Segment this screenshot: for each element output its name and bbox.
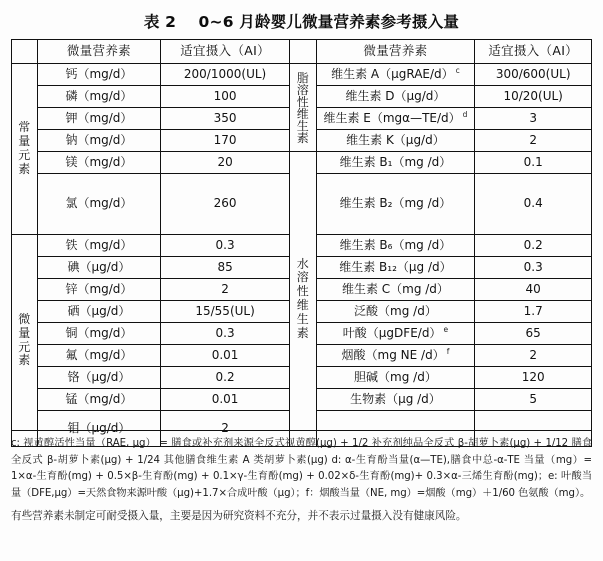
nutrient-value-right: 3 — [475, 108, 592, 130]
nutrient-name-right: 烟酸（mg NE /d） $^f$ — [316, 345, 475, 367]
nutrient-name-left: 磷（mg/d） — [38, 86, 161, 108]
nutrient-name-right: 生物素（μg /d） — [316, 389, 475, 411]
table-body — [12, 64, 592, 447]
nutrient-name-right: 维生素 D（μg/d） — [316, 86, 475, 108]
table-row — [12, 152, 592, 174]
nutrient-name-left: 钾（mg/d） — [38, 108, 161, 130]
nutrient-name-right: 维生素 C（mg /d） — [316, 279, 475, 301]
group-label-right-0 — [290, 64, 316, 152]
group-label-char: 元 — [18, 148, 31, 162]
nutrient-name-right: 维生素 B₁₂（μg /d） — [316, 257, 475, 279]
header-row — [12, 40, 592, 64]
nutrient-value-left: 200/1000(UL) — [160, 64, 290, 86]
group-label-char: 溶 — [296, 82, 310, 97]
nutrient-name-left: 铜（mg/d） — [38, 323, 161, 345]
nutrient-value-left: 20 — [160, 152, 290, 174]
nutrient-value-left: 170 — [160, 130, 290, 152]
group-label-char: 脂 — [296, 70, 310, 85]
group-label-char: 微 — [18, 311, 31, 326]
group-label-char: 量 — [18, 325, 31, 340]
group-label-char: 量 — [18, 134, 31, 149]
footnotes-section — [11, 430, 592, 527]
nutrient-value-left: 260 — [160, 174, 290, 235]
nutrient-value-left: 15/55(UL) — [160, 301, 290, 323]
nutrient-value-left: 85 — [160, 257, 290, 279]
nutrient-name-right: 维生素 A（μgRAE/d） $^c$ — [316, 64, 475, 86]
group-label-right-1 — [290, 152, 316, 447]
nutrient-value-left: 0.3 — [160, 323, 290, 345]
nutrient-value-right: 10/20(UL) — [475, 86, 592, 108]
nutrient-name-right: 泛酸（mg /d） — [316, 301, 475, 323]
nutrient-value-left: 100 — [160, 86, 290, 108]
nutrient-value-right: 0.1 — [475, 152, 592, 174]
group-label-char: 素 — [296, 325, 310, 340]
group-label-char: 溶 — [296, 270, 310, 285]
footnotes-body — [11, 430, 592, 525]
nutrient-value-left: 0.2 — [160, 367, 290, 389]
nutrient-value-right: 0.3 — [475, 257, 592, 279]
nutrient-value-right: 2 — [475, 130, 592, 152]
nutrient-name-left: 铁（mg/d） — [38, 235, 161, 257]
nutrient-table-container — [11, 39, 592, 447]
nutrient-name-left: 硒（μg/d） — [38, 301, 161, 323]
nutrient-name-left: 锰（mg/d） — [38, 389, 161, 411]
nutrient-name-left: 氯（mg/d） — [38, 174, 161, 235]
footnote-definitions: c: 视黄醇活性当量（RAE, μg） = 膳食或补充剂来源全反式视黄醇(μg) + 1/2 补充剂纯品全反式 β-胡萝卜素(μg) + 1/12 膳食全反式 β-胡萝卜素(μg) + 1/24 其他膳食维生素 A 类胡萝卜素(μg) d: α-生育酚当量(α—TE),膳食中总-α-TE 当量（mg）= 1×α-生育酚(mg) + 0.5×β-生育酚(mg) + 0.1×γ-生育酚(mg) + 0.02×δ-生育酚(mg)+ 0.3×α-三烯生育酚(mg)；e: 叶酸当量（DFE,μg）=天然食物来源叶酸（μg)+1.7×合成叶酸（μg）；f：烟酸当量（NE, mg）=烟酸（mg）＋1/60 色氨酸（mg）。 — [11, 438, 592, 499]
group-label-char: 元 — [18, 339, 31, 354]
nutrient-value-left: 0.01 — [160, 345, 290, 367]
nutrient-name-right: 维生素 B₆（mg /d） — [316, 235, 475, 257]
group-label-char: 常 — [18, 120, 31, 135]
footnote-marker: d — [462, 110, 468, 120]
nutrient-value-right: 1.7 — [475, 301, 592, 323]
nutrient-value-right: 0.4 — [475, 174, 592, 235]
nutrient-value-left: 2 — [160, 411, 290, 447]
group-label-char: 生 — [296, 118, 310, 133]
nutrient-name-left: 氟（mg/d） — [38, 345, 161, 367]
header-col-nutrient-left: 微量营养素 — [38, 40, 161, 64]
nutrient-value-right: 0.2 — [475, 235, 592, 257]
footnote-marker: c — [455, 66, 460, 76]
nutrient-name-right: 维生素 K（μg/d） — [316, 130, 475, 152]
group-label-left-1 — [12, 235, 38, 447]
footnote-marker: f — [446, 347, 450, 357]
nutrient-name-right: 叶酸（μgDFE/d） $^e$ — [316, 323, 475, 345]
nutrient-value-right: 40 — [475, 279, 592, 301]
header-col-nutrient-right: 微量营养素 — [316, 40, 475, 64]
group-label-char: 性 — [296, 284, 310, 299]
page-title: 表 2 0~6 月龄婴儿微量营养素参考摄入量 — [143, 13, 460, 31]
group-label-char: 性 — [296, 94, 310, 109]
nutrient-name-left: 钙（mg/d） — [38, 64, 161, 86]
nutrient-value-left: 2 — [160, 279, 290, 301]
nutrient-name-right: 维生素 E（mgα—TE/d） $^d$ — [316, 108, 475, 130]
nutrient-name-left: 钠（mg/d） — [38, 130, 161, 152]
header-left-group-blank — [12, 40, 38, 64]
nutrient-reference-intake-table — [11, 39, 592, 447]
group-label-char: 维 — [296, 106, 310, 121]
nutrient-name-left: 碘（μg/d） — [38, 257, 161, 279]
group-label-char: 维 — [296, 298, 310, 312]
table-head — [12, 40, 592, 64]
group-label-char: 素 — [296, 130, 310, 145]
footnote-ul-disclaimer: 有些营养素未制定可耐受摄入量，主要是因为研究资料不充分，并不表示过量摄入没有健康风险。 — [11, 510, 467, 523]
group-label-char: 水 — [296, 256, 310, 271]
nutrient-name-left: 铬（μg/d） — [38, 367, 161, 389]
group-label-char: 素 — [18, 161, 31, 176]
group-label-char: 素 — [18, 353, 31, 368]
nutrient-name-right: 胆碱（mg /d） — [316, 367, 475, 389]
group-label-left-0 — [12, 64, 38, 235]
nutrient-value-right: 120 — [475, 367, 592, 389]
table-title-bar — [0, 10, 603, 32]
nutrient-value-left: 350 — [160, 108, 290, 130]
header-col-ai-left: 适宜摄入（AI） — [160, 40, 290, 64]
group-label-char: 生 — [296, 311, 310, 326]
nutrient-value-right: 65 — [475, 323, 592, 345]
nutrient-value-right: 300/600(UL) — [475, 64, 592, 86]
table-row — [12, 64, 592, 86]
nutrient-name-left: 镁（mg/d） — [38, 152, 161, 174]
nutrient-name-left: 锌（mg/d） — [38, 279, 161, 301]
header-right-group-blank — [290, 40, 316, 64]
nutrient-value-right: 5 — [475, 389, 592, 411]
nutrient-name-right: 维生素 B₁（mg /d） — [316, 152, 475, 174]
footnote-marker: e — [443, 325, 449, 335]
nutrient-name-left: 钼（μg/d） — [38, 411, 161, 447]
nutrient-value-left: 0.01 — [160, 389, 290, 411]
header-col-ai-right: 适宜摄入（AI） — [475, 40, 592, 64]
nutrient-name-right: 维生素 B₂（mg /d） — [316, 174, 475, 235]
nutrient-value-left: 0.3 — [160, 235, 290, 257]
nutrient-value-right: 2 — [475, 345, 592, 367]
